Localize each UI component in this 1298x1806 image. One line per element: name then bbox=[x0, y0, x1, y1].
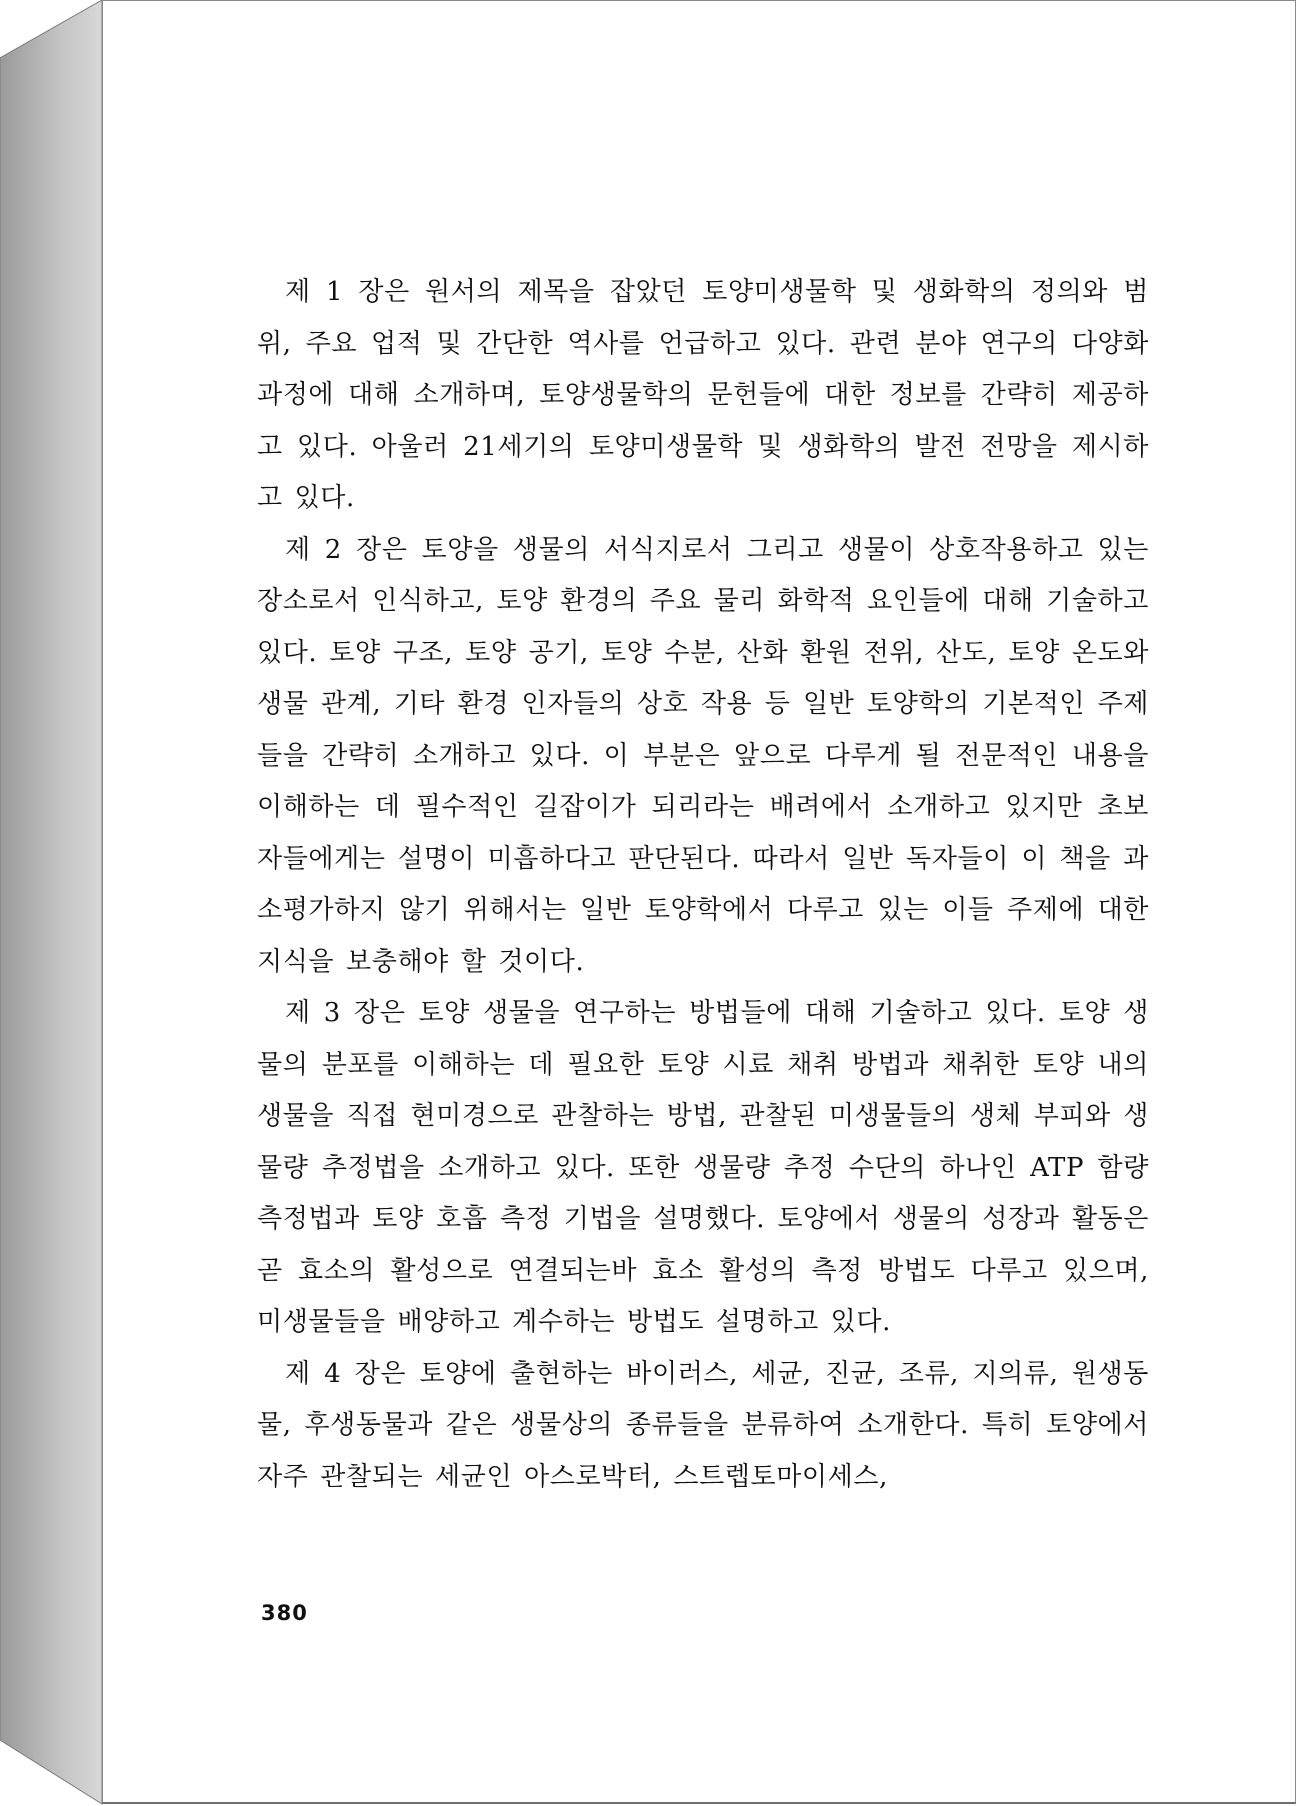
book-page bbox=[102, 0, 1296, 1804]
paragraph-chapter-2: 제 2 장은 토양을 생물의 서식지로서 그리고 생물이 상호작용하고 있는 장소로서 인식하고, 토양 환경의 주요 물리 화학적 요인들에 대해 기술하고 있다. 토양 구조, 토양 공기, 토양 수분, 산화 환원 전위, 산도, 토양 온도와 생물 관계, 기타 환경 인자들의 상호 작용 등 일반 토양학의 기본적인 주제들을 간략히 소개하고 있다. 이 부분은 앞으로 다루게 될 전문적인 내용을 이해하는 데 필수적인 길잡이가 되리라는 배려에서 소개하고 있지만 초보자들에게는 설명이 미흡하다고 판단된다. 따라서 일반 독자들이 이 책을 과소평가하지 않기 위해서는 일반 토양학에서 다루고 있는 이들 주제에 대한 지식을 보충해야 할 것이다. bbox=[257, 534, 1149, 977]
body-text bbox=[257, 267, 1149, 1503]
paragraph-chapter-1: 제 1 장은 원서의 제목을 잡았던 토양미생물학 및 생화학의 정의와 범위, 주요 업적 및 간단한 역사를 언급하고 있다. 관련 분야 연구의 다양화 과정에 대해 소개하며, 토양생물학의 문헌들에 대한 정보를 간략히 제공하고 있다. 아울러 21세기의 토양미생물학 및 생화학의 발전 전망을 제시하고 있다. bbox=[257, 277, 1149, 513]
paragraph-chapter-4: 제 4 장은 토양에 출현하는 바이러스, 세균, 진균, 조류, 지의류, 원생동물, 후생동물과 같은 생물상의 종류들을 분류하여 소개한다. 특히 토양에서 자주 관찰되는 세균인 아스로박터, 스트렙토마이세스, bbox=[257, 1358, 1149, 1492]
paragraph-chapter-3: 제 3 장은 토양 생물을 연구하는 방법들에 대해 기술하고 있다. 토양 생물의 분포를 이해하는 데 필요한 토양 시료 채취 방법과 채취한 토양 내의 생물을 직접 현미경으로 관찰하는 방법, 관찰된 미생물들의 생체 부피와 생물량 추정법을 소개하고 있다. 또한 생물량 추정 수단의 하나인 ATP 함량 측정법과 토양 호흡 측정 기법을 설명했다. 토양에서 생물의 성장과 활동은 곧 효소의 활성으로 연결되는바 효소 활성의 측정 방법도 다루고 있으며, 미생물들을 배양하고 계수하는 방법도 설명하고 있다. bbox=[257, 998, 1149, 1337]
page-number: 380 bbox=[261, 1601, 308, 1625]
